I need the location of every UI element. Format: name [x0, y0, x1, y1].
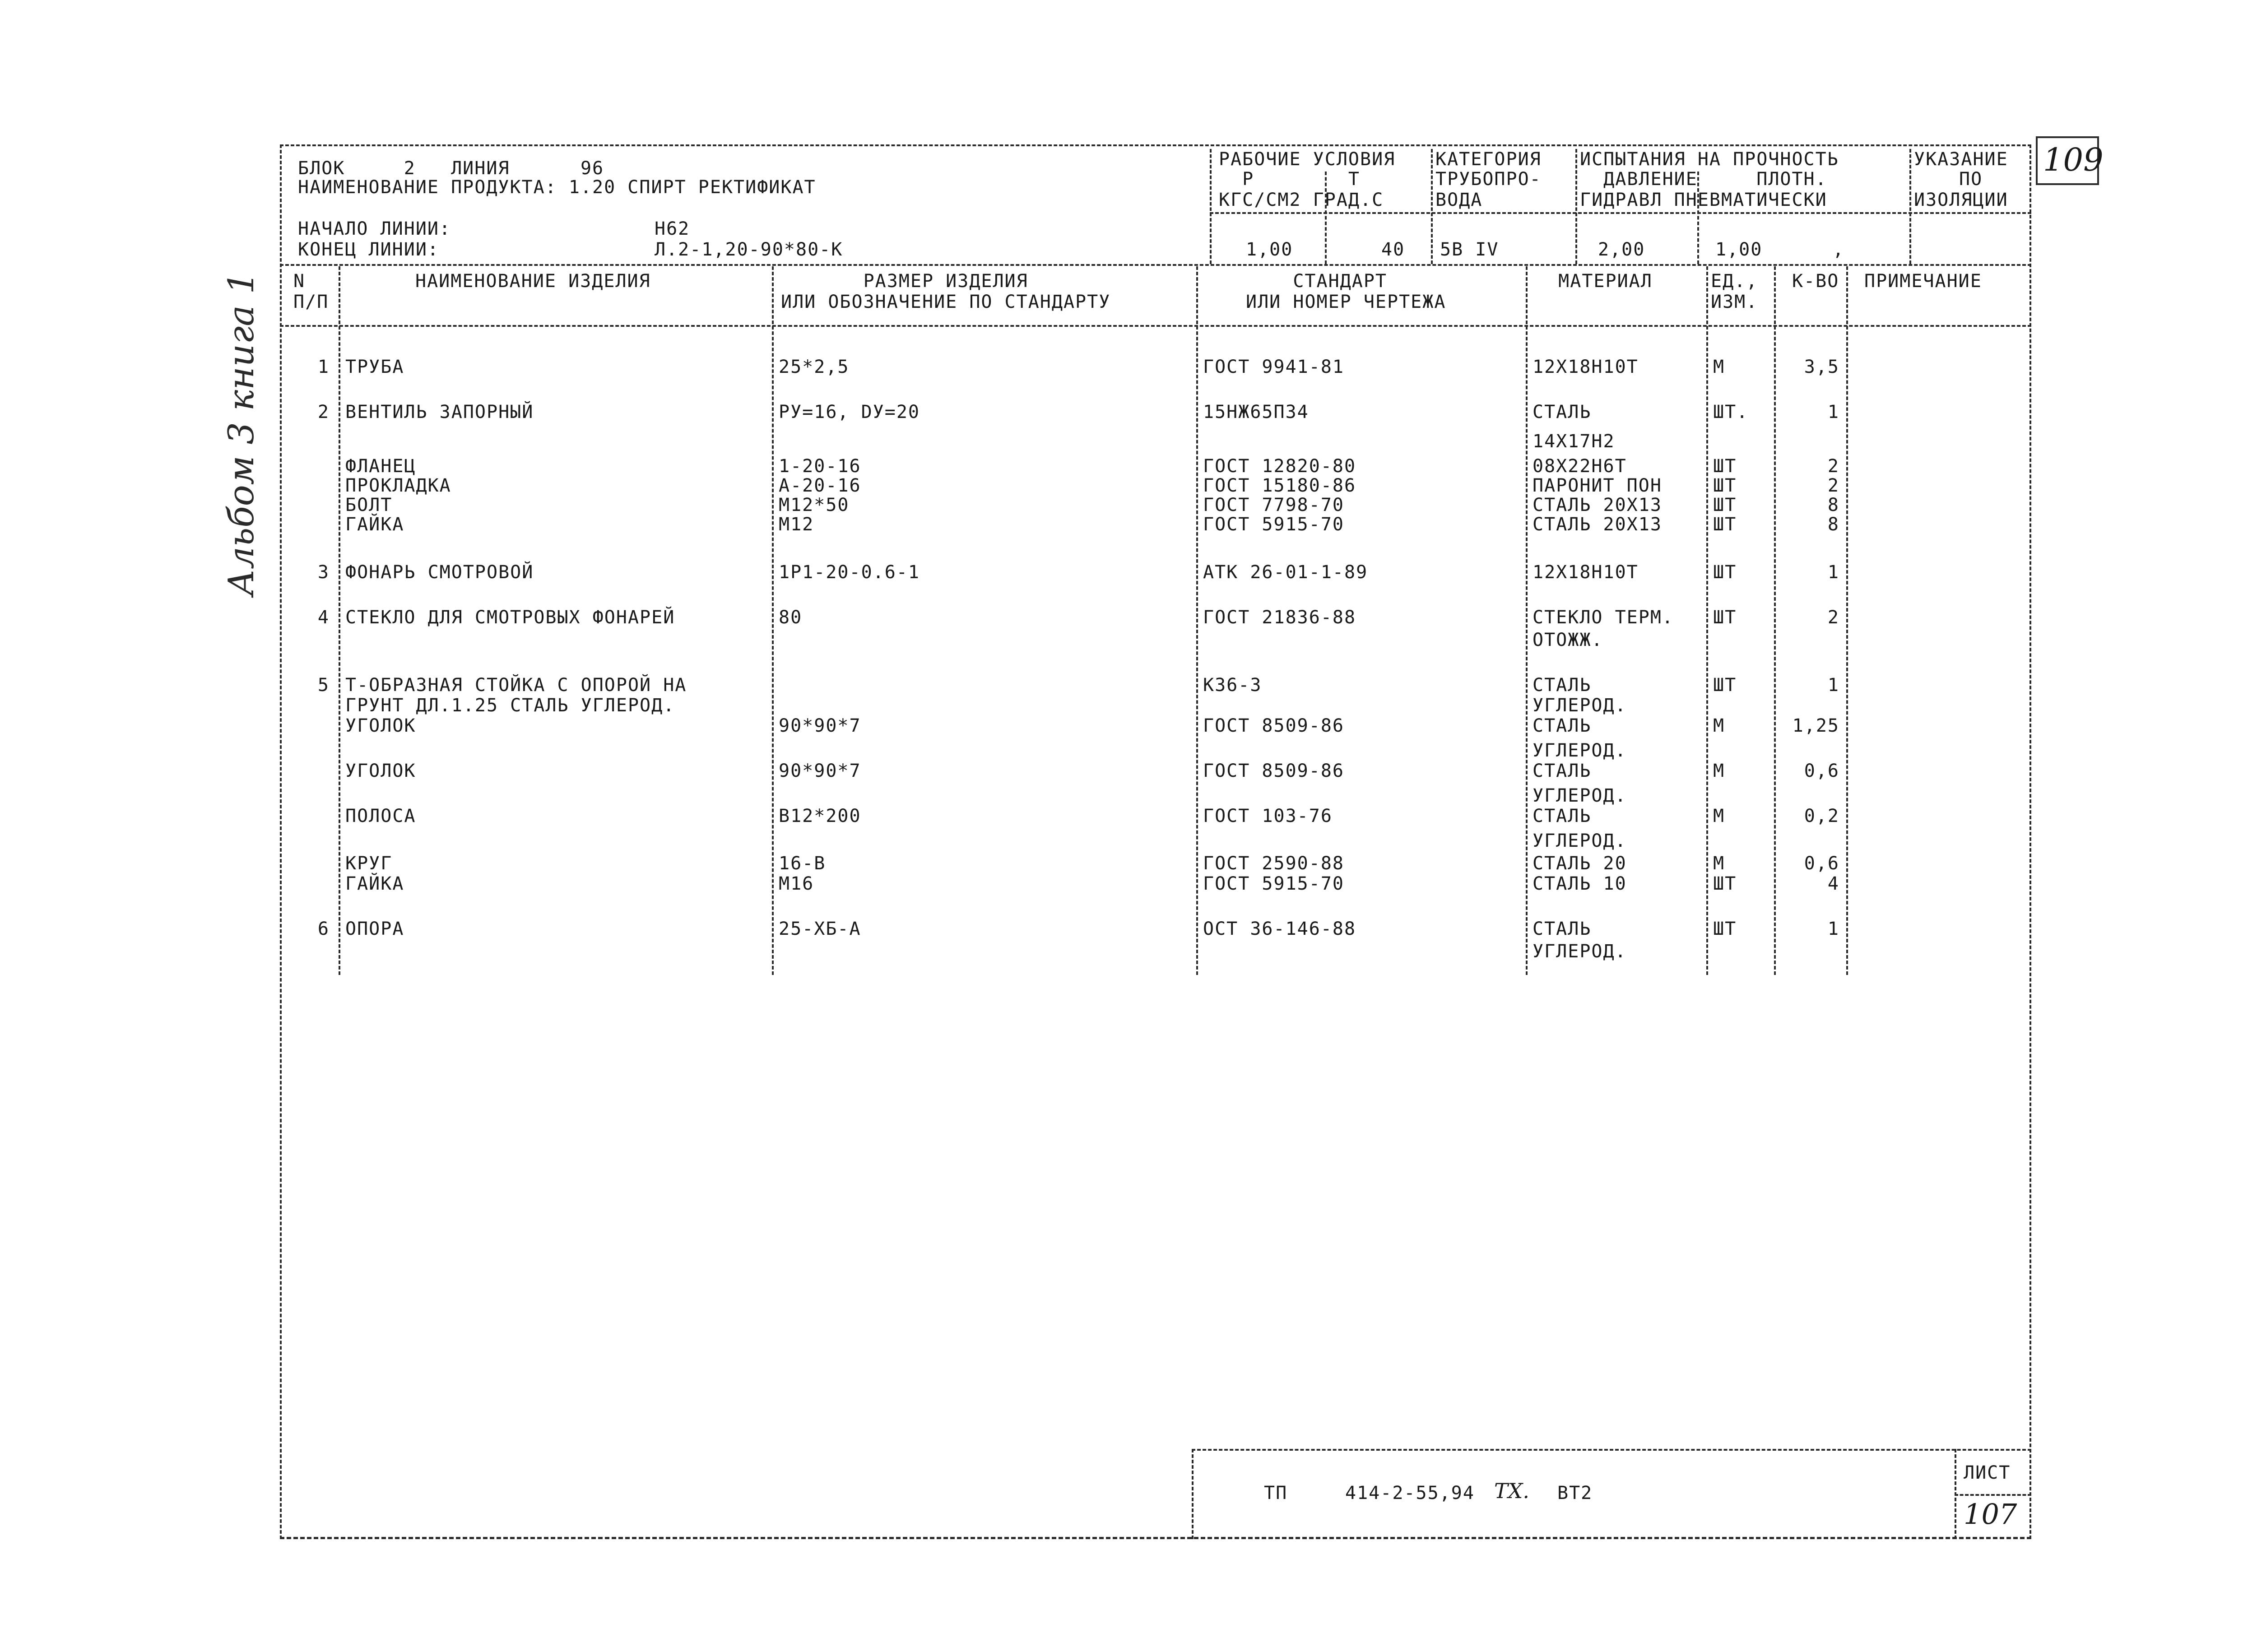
- cell-name: Т-ОБРАЗНАЯ СТОЙКА С ОПОРОЙ НА: [345, 675, 687, 696]
- cell-size: 1-20-16: [779, 456, 861, 477]
- cell-size: М12: [779, 514, 814, 535]
- cell-mat: СТАЛЬ: [1533, 919, 1592, 939]
- cell-size: 25*2,5: [779, 357, 850, 377]
- start-value: Н62: [655, 218, 690, 239]
- cell-qty: 1: [1827, 919, 1839, 939]
- cell-unit: ШТ: [1713, 562, 1737, 583]
- cat-header-3: ВОДА: [1435, 190, 1483, 210]
- cell-name: УГОЛОК: [345, 715, 416, 736]
- cell-mat: 08Х22Н6Т: [1533, 456, 1627, 477]
- cell-num: 1: [317, 357, 330, 377]
- end-label: КОНЕЦ ЛИНИИ:: [298, 239, 439, 260]
- test-header-2: ДАВЛЕНИЕ ПЛОТН.: [1580, 169, 1827, 190]
- cell-mat: СТАЛЬ 20Х13: [1533, 514, 1662, 535]
- cell-num: 4: [317, 607, 330, 628]
- cell-mat: СТАЛЬ 10: [1533, 873, 1627, 894]
- cell-qty: 2: [1827, 475, 1839, 496]
- cell-unit: ШТ: [1713, 919, 1737, 939]
- cell-unit: М: [1713, 853, 1725, 874]
- cell-size: 1Р1-20-0.6-1: [779, 562, 920, 583]
- cell-qty: 2: [1827, 456, 1839, 477]
- cell-name: КРУГ: [345, 853, 393, 874]
- cell-qty: 1: [1827, 675, 1839, 696]
- cell-std: ГОСТ 9941-81: [1203, 357, 1344, 377]
- page-number-top: 109: [2043, 141, 2104, 178]
- cell-unit: ШТ: [1713, 475, 1737, 496]
- cell-mat: 12Х18Н10Т: [1533, 562, 1639, 583]
- cell-qty: 8: [1827, 514, 1839, 535]
- cell-unit: ШТ.: [1713, 402, 1749, 422]
- cell-mat: ОТОЖЖ.: [1533, 630, 1603, 650]
- cell-name: ОПОРА: [345, 919, 404, 939]
- cell-std: ГОСТ 103-76: [1203, 806, 1333, 826]
- cell-qty: 4: [1827, 873, 1839, 894]
- sheet-label: ЛИСТ: [1964, 1462, 2011, 1483]
- cell-size: 25-ХБ-А: [779, 919, 861, 939]
- cell-name: СТЕКЛО ДЛЯ СМОТРОВЫХ ФОНАРЕЙ: [345, 607, 675, 628]
- cell-name: ПОЛОСА: [345, 806, 416, 826]
- sheet-number: 107: [1964, 1498, 2017, 1531]
- col-divider-size: [1196, 266, 1198, 975]
- col-divider-name: [772, 266, 774, 975]
- cell-unit: ШТ: [1713, 873, 1737, 894]
- col-name-header: НАИМЕНОВАНИЕ ИЗДЕЛИЯ: [415, 271, 651, 292]
- pneumatic-value: 1,00: [1715, 239, 1763, 260]
- cell-std: ГОСТ 5915-70: [1203, 514, 1344, 535]
- document-sheet: [280, 144, 2031, 1539]
- cell-std: ГОСТ 15180-86: [1203, 475, 1356, 496]
- cell-mat: ПАРОНИТ ПОН: [1533, 475, 1662, 496]
- footer-sheet-mid: [1955, 1494, 2031, 1496]
- cell-std: ГОСТ 2590-88: [1203, 853, 1344, 874]
- cell-mat: СТАЛЬ 20Х13: [1533, 495, 1662, 515]
- col-divider-unit: [1774, 266, 1776, 975]
- iso-header-1: УКАЗАНИЕ: [1914, 149, 2008, 170]
- cell-std: ГОСТ 21836-88: [1203, 607, 1356, 628]
- doc-code: 414-2-55,94: [1345, 1483, 1475, 1504]
- cell-qty: 8: [1827, 495, 1839, 515]
- cell-num: 5: [317, 675, 330, 696]
- cell-mat: УГЛЕРОД.: [1533, 695, 1627, 716]
- cell-std: 15НЖ65П34: [1203, 402, 1309, 422]
- block-line: БЛОК 2 ЛИНИЯ 96: [298, 158, 604, 179]
- header-divider-bottom: [280, 264, 2031, 266]
- hydraulic-value: 2,00: [1598, 239, 1645, 260]
- cell-size: М16: [779, 873, 814, 894]
- temperature-value: 40: [1381, 239, 1405, 260]
- col-size-header: РАЗМЕР ИЗДЕЛИЯ ИЛИ ОБОЗНАЧЕНИЕ ПО СТАНДАРТУ: [781, 271, 1111, 312]
- product-name: НАИМЕНОВАНИЕ ПРОДУКТА: 1.20 СПИРТ РЕКТИФИКАТ: [298, 177, 816, 198]
- cell-std: ГОСТ 7798-70: [1203, 495, 1344, 515]
- col-divider-std: [1526, 266, 1528, 975]
- cell-mat: СТАЛЬ: [1533, 402, 1592, 422]
- cell-size: А-20-16: [779, 475, 861, 496]
- cell-mat: СТЕКЛО ТЕРМ.: [1533, 607, 1674, 628]
- cell-size: 80: [779, 607, 803, 628]
- cell-qty: 1: [1827, 402, 1839, 422]
- col-unit-header: ЕД., ИЗМ.: [1711, 271, 1758, 312]
- cell-name: ВЕНТИЛЬ ЗАПОРНЫЙ: [345, 402, 534, 422]
- cell-qty: 0,6: [1804, 853, 1839, 874]
- doc-prefix: ТП: [1264, 1483, 1288, 1504]
- cell-qty: 0,6: [1804, 761, 1839, 781]
- cell-name: УГОЛОК: [345, 761, 416, 781]
- cell-unit: ШТ: [1713, 495, 1737, 515]
- cell-unit: М: [1713, 357, 1725, 377]
- cell-std: АТК 26-01-1-89: [1203, 562, 1368, 583]
- cell-size: 90*90*7: [779, 715, 861, 736]
- cell-mat: СТАЛЬ 20: [1533, 853, 1627, 874]
- header-col-divider-3: [1431, 149, 1433, 264]
- end-value: Л.2-1,20-90*80-К: [655, 239, 843, 260]
- cell-std: К36-3: [1203, 675, 1262, 696]
- cell-num: 3: [317, 562, 330, 583]
- cell-mat: СТАЛЬ: [1533, 715, 1592, 736]
- cell-name: ГАЙКА: [345, 873, 404, 894]
- cell-size: В12*200: [779, 806, 861, 826]
- start-label: НАЧАЛО ЛИНИИ:: [298, 218, 451, 239]
- pressure-value: 1,00: [1246, 239, 1293, 260]
- cat-header-2: ТРУБОПРО-: [1435, 169, 1542, 190]
- cell-qty: 1: [1827, 562, 1839, 583]
- cell-mat: СТАЛЬ: [1533, 761, 1592, 781]
- cat-header-1: КАТЕГОРИЯ: [1435, 149, 1542, 170]
- col-qty-header: К-ВО: [1792, 271, 1839, 292]
- cell-size: М12*50: [779, 495, 850, 515]
- cell-std: ОСТ 36-146-88: [1203, 919, 1356, 939]
- cell-name: ФЛАНЕЦ: [345, 456, 416, 477]
- cell-name: ГРУНТ ДЛ.1.25 СТАЛЬ УГЛЕРОД.: [345, 695, 675, 716]
- cell-mat: СТАЛЬ: [1533, 675, 1592, 696]
- cell-num: 2: [317, 402, 330, 422]
- cell-std: ГОСТ 8509-86: [1203, 761, 1344, 781]
- footer-left-divider: [1192, 1449, 1194, 1539]
- category-value: 5В IV: [1440, 239, 1499, 260]
- cond-header-1: РАБОЧИЕ УСЛОВИЯ: [1219, 149, 1396, 170]
- test-header-1: ИСПЫТАНИЯ НА ПРОЧНОСТЬ: [1580, 149, 1839, 170]
- col-num-header: N П/П: [293, 271, 329, 312]
- header-col-divider-4: [1575, 149, 1577, 264]
- header-col-divider-1: [1210, 149, 1212, 264]
- cell-qty: 3,5: [1804, 357, 1839, 377]
- cell-name: ПРОКЛАДКА: [345, 475, 451, 496]
- cell-std: ГОСТ 12820-80: [1203, 456, 1356, 477]
- cell-unit: ШТ: [1713, 514, 1737, 535]
- doc-part: ВТ2: [1557, 1483, 1593, 1504]
- cell-name: БОЛТ: [345, 495, 393, 515]
- cell-mat: УГЛЕРОД.: [1533, 941, 1627, 962]
- cell-mat: УГЛЕРОД.: [1533, 831, 1627, 851]
- cell-unit: М: [1713, 806, 1725, 826]
- cell-unit: ШТ: [1713, 456, 1737, 477]
- cell-unit: М: [1713, 761, 1725, 781]
- cell-mat: УГЛЕРОД.: [1533, 785, 1627, 806]
- col-std-header: СТАНДАРТ ИЛИ НОМЕР ЧЕРТЕЖА: [1246, 271, 1446, 312]
- col-divider-qty: [1846, 266, 1848, 975]
- header-col-divider-5: [1697, 172, 1699, 264]
- cell-size: 16-В: [779, 853, 826, 874]
- cell-unit: М: [1713, 715, 1725, 736]
- cell-qty: 1,25: [1792, 715, 1839, 736]
- cond-header-3: КГС/СМ2 ГРАД.С: [1219, 190, 1384, 210]
- cell-name: ФОНАРЬ СМОТРОВОЙ: [345, 562, 534, 583]
- test-header-3: ГИДРАВЛ ПНЕВМАТИЧЕСКИ: [1580, 190, 1827, 210]
- cell-mat: СТАЛЬ: [1533, 806, 1592, 826]
- col-divider-num: [339, 266, 340, 975]
- cell-qty: 2: [1827, 607, 1839, 628]
- header-divider-mid: [1210, 212, 2031, 214]
- col-mat-header: МАТЕРИАЛ: [1535, 271, 1653, 292]
- insulation-value: ,: [1833, 239, 1845, 260]
- cell-mat: 12Х18Н10Т: [1533, 357, 1639, 377]
- footer-divider: [1192, 1449, 2031, 1451]
- cell-std: ГОСТ 8509-86: [1203, 715, 1344, 736]
- cell-std: ГОСТ 5915-70: [1203, 873, 1344, 894]
- cell-mat: 14Х17Н2: [1533, 431, 1615, 452]
- cell-size: 90*90*7: [779, 761, 861, 781]
- cell-qty: 0,2: [1804, 806, 1839, 826]
- col-note-header: ПРИМЕЧАНИЕ: [1864, 271, 1982, 292]
- header-col-divider-2: [1325, 172, 1327, 264]
- album-side-note: Альбом 3 книга 1: [221, 271, 262, 596]
- col-divider-mat: [1706, 266, 1708, 975]
- cell-name: ГАЙКА: [345, 514, 404, 535]
- cell-mat: УГЛЕРОД.: [1533, 740, 1627, 761]
- cell-name: ТРУБА: [345, 357, 404, 377]
- header-col-divider-6: [1909, 149, 1911, 264]
- columns-divider: [280, 325, 2031, 327]
- cell-unit: ШТ: [1713, 675, 1737, 696]
- cell-num: 6: [317, 919, 330, 939]
- cell-size: РУ=16, DУ=20: [779, 402, 920, 422]
- iso-header-3: ИЗОЛЯЦИИ: [1914, 190, 2008, 210]
- cell-unit: ШТ: [1713, 607, 1737, 628]
- iso-header-2: ПО: [1959, 169, 1983, 190]
- doc-suffix: ТХ.: [1494, 1479, 1530, 1503]
- cond-header-2: Р Т: [1219, 169, 1360, 190]
